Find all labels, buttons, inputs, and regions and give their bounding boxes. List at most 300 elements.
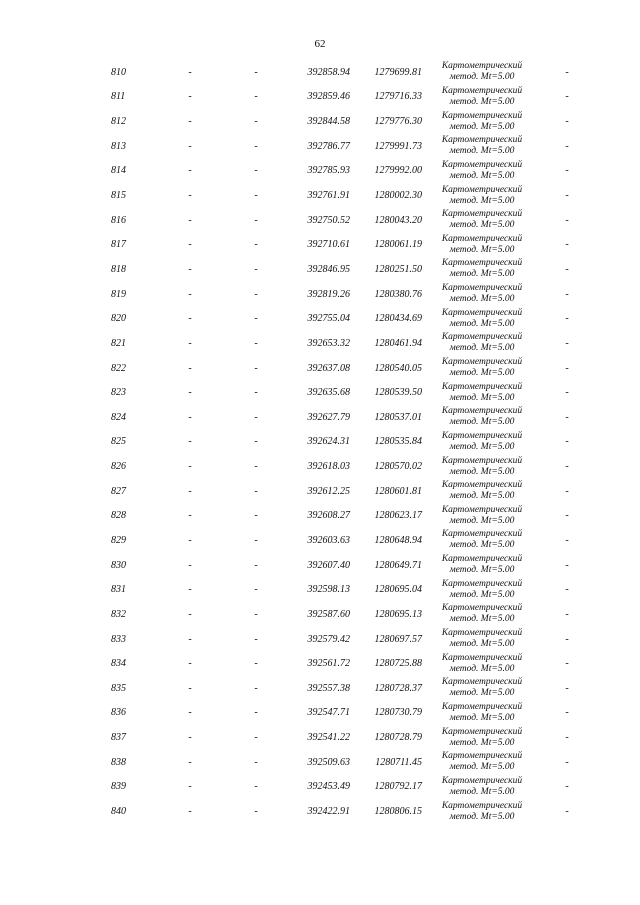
empty-value-dash: - [254, 116, 258, 128]
empty-value-dash: - [254, 362, 258, 374]
method-name: Картометрический [441, 258, 523, 269]
empty-value-dash: - [254, 66, 258, 78]
table-row [0, 602, 640, 627]
empty-value-dash: - [565, 239, 569, 251]
method-accuracy: метод. Mt=5.00 [449, 220, 515, 231]
point-number: 834 [111, 658, 126, 670]
method-accuracy: метод. Mt=5.00 [449, 269, 515, 280]
method-accuracy: метод. Mt=5.00 [449, 786, 515, 797]
empty-value-dash: - [188, 165, 192, 177]
method-name: Картометрический [441, 135, 523, 146]
coordinate-x: 392858.94 [307, 66, 350, 78]
table-row [0, 331, 640, 356]
point-number: 838 [111, 756, 126, 768]
empty-value-dash: - [254, 214, 258, 226]
table-row [0, 775, 640, 800]
empty-value-dash: - [565, 608, 569, 620]
table-row [0, 676, 640, 701]
empty-value-dash: - [188, 559, 192, 571]
empty-value-dash: - [565, 214, 569, 226]
point-number: 820 [111, 313, 126, 325]
empty-value-dash: - [254, 337, 258, 349]
empty-value-dash: - [188, 436, 192, 448]
empty-value-dash: - [188, 732, 192, 744]
coordinate-x: 392541.22 [307, 732, 350, 744]
point-number: 828 [111, 510, 126, 522]
empty-value-dash: - [188, 387, 192, 399]
empty-value-dash: - [188, 190, 192, 202]
method-accuracy: метод. Mt=5.00 [449, 466, 515, 477]
table-row [0, 282, 640, 307]
method-accuracy: метод. Mt=5.00 [449, 170, 515, 181]
coordinate-y: 1280695.04 [374, 584, 422, 596]
method-accuracy: метод. Mt=5.00 [449, 737, 515, 748]
empty-value-dash: - [254, 510, 258, 522]
empty-value-dash: - [254, 584, 258, 596]
empty-value-dash: - [565, 732, 569, 744]
method-cell [428, 405, 536, 430]
point-number: 818 [111, 263, 126, 275]
method-name: Картометрический [441, 430, 523, 441]
coordinate-x: 392785.93 [307, 165, 350, 177]
empty-value-dash: - [188, 806, 192, 818]
method-accuracy: метод. Mt=5.00 [449, 343, 515, 354]
coordinate-y: 1280539.50 [374, 387, 422, 399]
coordinate-y: 1280728.37 [374, 682, 422, 694]
coordinate-y: 1280623.17 [374, 510, 422, 522]
point-number: 839 [111, 781, 126, 793]
method-cell [428, 183, 536, 208]
empty-value-dash: - [254, 534, 258, 546]
empty-value-dash: - [565, 682, 569, 694]
method-name: Картометрический [441, 603, 523, 614]
empty-value-dash: - [254, 140, 258, 152]
empty-value-dash: - [565, 756, 569, 768]
method-name: Картометрический [441, 726, 523, 737]
empty-value-dash: - [565, 461, 569, 473]
method-cell [428, 725, 536, 750]
coordinate-y: 1280251.50 [374, 263, 422, 275]
empty-value-dash: - [188, 461, 192, 473]
empty-value-dash: - [565, 165, 569, 177]
coordinate-x: 392761.91 [307, 190, 350, 202]
empty-value-dash: - [188, 66, 192, 78]
coordinate-y: 1280061.19 [374, 239, 422, 251]
coordinate-y: 1279776.30 [374, 116, 422, 128]
method-cell [428, 331, 536, 356]
coordinate-y: 1280535.84 [374, 436, 422, 448]
method-accuracy: метод. Mt=5.00 [449, 392, 515, 403]
empty-value-dash: - [254, 608, 258, 620]
empty-value-dash: - [254, 559, 258, 571]
method-name: Картометрический [441, 406, 523, 417]
point-number: 815 [111, 190, 126, 202]
method-name: Картометрический [441, 455, 523, 466]
method-cell [428, 799, 536, 824]
coordinate-x: 392653.32 [307, 337, 350, 349]
empty-value-dash: - [188, 534, 192, 546]
method-accuracy: метод. Mt=5.00 [449, 417, 515, 428]
empty-value-dash: - [188, 608, 192, 620]
empty-value-dash: - [188, 362, 192, 374]
method-name: Картометрический [441, 800, 523, 811]
table-row [0, 701, 640, 726]
method-cell [428, 306, 536, 331]
method-cell [428, 134, 536, 159]
method-cell [428, 553, 536, 578]
coordinate-y: 1280537.01 [374, 411, 422, 423]
empty-value-dash: - [254, 91, 258, 103]
method-cell [428, 701, 536, 726]
empty-value-dash: - [188, 658, 192, 670]
method-cell [428, 282, 536, 307]
empty-value-dash: - [188, 707, 192, 719]
method-accuracy: метод. Mt=5.00 [449, 762, 515, 773]
method-accuracy: метод. Mt=5.00 [449, 318, 515, 329]
method-accuracy: метод. Mt=5.00 [449, 121, 515, 132]
method-name: Картометрический [441, 233, 523, 244]
point-number: 810 [111, 66, 126, 78]
method-accuracy: метод. Mt=5.00 [449, 688, 515, 699]
method-cell [428, 232, 536, 257]
empty-value-dash: - [565, 559, 569, 571]
method-cell [428, 430, 536, 455]
empty-value-dash: - [254, 288, 258, 300]
method-accuracy: метод. Mt=5.00 [449, 540, 515, 551]
table-row [0, 232, 640, 257]
table-row [0, 306, 640, 331]
coordinate-y: 1280540.05 [374, 362, 422, 374]
table-row [0, 651, 640, 676]
empty-value-dash: - [188, 584, 192, 596]
empty-value-dash: - [565, 510, 569, 522]
empty-value-dash: - [565, 66, 569, 78]
coordinate-y: 1280570.02 [374, 461, 422, 473]
coordinate-x: 392557.38 [307, 682, 350, 694]
empty-value-dash: - [565, 806, 569, 818]
point-number: 816 [111, 214, 126, 226]
table-row [0, 750, 640, 775]
table-row [0, 208, 640, 233]
point-number: 824 [111, 411, 126, 423]
method-name: Картометрический [441, 184, 523, 195]
table-row [0, 183, 640, 208]
empty-value-dash: - [188, 91, 192, 103]
point-number: 829 [111, 534, 126, 546]
coordinate-y: 1280711.45 [375, 756, 422, 768]
coordinate-x: 392607.40 [307, 559, 350, 571]
empty-value-dash: - [188, 239, 192, 251]
table-row [0, 405, 640, 430]
coordinate-x: 392509.63 [307, 756, 350, 768]
coordinate-x: 392750.52 [307, 214, 350, 226]
method-name: Картометрический [441, 159, 523, 170]
empty-value-dash: - [565, 140, 569, 152]
coordinate-x: 392422.91 [307, 806, 350, 818]
table-row [0, 356, 640, 381]
method-accuracy: метод. Mt=5.00 [449, 195, 515, 206]
empty-value-dash: - [254, 682, 258, 694]
coordinate-x: 392561.72 [307, 658, 350, 670]
coordinate-x: 392859.46 [307, 91, 350, 103]
empty-value-dash: - [565, 485, 569, 497]
method-name: Картометрический [441, 652, 523, 663]
method-cell [428, 380, 536, 405]
coordinate-y: 1279991.73 [374, 140, 422, 152]
coordinate-x: 392786.77 [307, 140, 350, 152]
empty-value-dash: - [254, 411, 258, 423]
method-name: Картометрический [441, 61, 523, 72]
method-cell [428, 651, 536, 676]
coordinate-x: 392608.27 [307, 510, 350, 522]
method-name: Картометрический [441, 480, 523, 491]
empty-value-dash: - [565, 658, 569, 670]
empty-value-dash: - [188, 411, 192, 423]
table-row [0, 134, 640, 159]
method-cell [428, 775, 536, 800]
method-cell [428, 750, 536, 775]
method-cell [428, 85, 536, 110]
method-cell [428, 676, 536, 701]
empty-value-dash: - [565, 633, 569, 645]
point-number: 812 [111, 116, 126, 128]
coordinate-x: 392579.42 [307, 633, 350, 645]
coordinate-y: 1280730.79 [374, 707, 422, 719]
coordinate-x: 392637.08 [307, 362, 350, 374]
point-number: 823 [111, 387, 126, 399]
method-cell [428, 479, 536, 504]
coordinate-x: 392453.49 [307, 781, 350, 793]
coordinate-y: 1280697.57 [374, 633, 422, 645]
method-cell [428, 257, 536, 282]
empty-value-dash: - [254, 165, 258, 177]
empty-value-dash: - [565, 362, 569, 374]
method-name: Картометрический [441, 504, 523, 515]
point-number: 837 [111, 732, 126, 744]
table-row [0, 454, 640, 479]
table-row [0, 109, 640, 134]
coordinate-x: 392603.63 [307, 534, 350, 546]
method-name: Картометрический [441, 110, 523, 121]
point-number: 821 [111, 337, 126, 349]
method-name: Картометрический [441, 701, 523, 712]
coordinate-y: 1280725.88 [374, 658, 422, 670]
empty-value-dash: - [565, 584, 569, 596]
coordinate-x: 392587.60 [307, 608, 350, 620]
empty-value-dash: - [254, 313, 258, 325]
coordinate-y: 1280728.79 [374, 732, 422, 744]
method-name: Картометрический [441, 529, 523, 540]
empty-value-dash: - [565, 337, 569, 349]
point-number: 831 [111, 584, 126, 596]
coordinate-y: 1280380.76 [374, 288, 422, 300]
coordinate-x: 392844.58 [307, 116, 350, 128]
empty-value-dash: - [188, 263, 192, 275]
method-accuracy: метод. Mt=5.00 [449, 146, 515, 157]
empty-value-dash: - [254, 756, 258, 768]
point-number: 814 [111, 165, 126, 177]
method-accuracy: метод. Mt=5.00 [449, 294, 515, 305]
empty-value-dash: - [188, 781, 192, 793]
empty-value-dash: - [188, 633, 192, 645]
coordinate-x: 392755.04 [307, 313, 350, 325]
method-name: Картометрический [441, 307, 523, 318]
method-cell [428, 528, 536, 553]
coordinate-y: 1280002.30 [374, 190, 422, 202]
coordinate-x: 392710.61 [307, 239, 350, 251]
empty-value-dash: - [188, 313, 192, 325]
point-number: 811 [111, 91, 126, 103]
table-row [0, 380, 640, 405]
empty-value-dash: - [565, 411, 569, 423]
empty-value-dash: - [188, 337, 192, 349]
point-number: 827 [111, 485, 126, 497]
point-number: 836 [111, 707, 126, 719]
empty-value-dash: - [565, 313, 569, 325]
table-row [0, 257, 640, 282]
method-accuracy: метод. Mt=5.00 [449, 663, 515, 674]
empty-value-dash: - [188, 510, 192, 522]
empty-value-dash: - [254, 485, 258, 497]
coordinate-y: 1280461.94 [374, 337, 422, 349]
method-name: Картометрический [441, 751, 523, 762]
method-name: Картометрический [441, 85, 523, 96]
empty-value-dash: - [565, 91, 569, 103]
table-row [0, 159, 640, 184]
empty-value-dash: - [565, 288, 569, 300]
method-cell [428, 60, 536, 85]
empty-value-dash: - [188, 116, 192, 128]
coordinate-y: 1279992.00 [374, 165, 422, 177]
coordinate-x: 392635.68 [307, 387, 350, 399]
method-accuracy: метод. Mt=5.00 [449, 811, 515, 822]
table-row [0, 85, 640, 110]
empty-value-dash: - [565, 116, 569, 128]
coordinate-y: 1279716.33 [374, 91, 422, 103]
empty-value-dash: - [565, 781, 569, 793]
coordinate-x: 392819.26 [307, 288, 350, 300]
coordinate-x: 392547.71 [307, 707, 350, 719]
point-number: 822 [111, 362, 126, 374]
point-number: 832 [111, 608, 126, 620]
method-name: Картометрический [441, 209, 523, 220]
method-accuracy: метод. Mt=5.00 [449, 491, 515, 502]
method-accuracy: метод. Mt=5.00 [449, 244, 515, 255]
table-row [0, 725, 640, 750]
method-accuracy: метод. Mt=5.00 [449, 515, 515, 526]
method-cell [428, 504, 536, 529]
empty-value-dash: - [254, 781, 258, 793]
coordinate-y: 1280649.71 [374, 559, 422, 571]
method-cell [428, 454, 536, 479]
method-accuracy: метод. Mt=5.00 [449, 96, 515, 107]
point-number: 826 [111, 461, 126, 473]
method-name: Картометрический [441, 283, 523, 294]
page-number: 62 [314, 38, 326, 50]
method-name: Картометрический [441, 554, 523, 565]
method-name: Картометрический [441, 578, 523, 589]
empty-value-dash: - [565, 436, 569, 448]
method-name: Картометрический [441, 628, 523, 639]
point-number: 817 [111, 239, 126, 251]
empty-value-dash: - [565, 263, 569, 275]
method-name: Картометрический [441, 381, 523, 392]
method-name: Картометрический [441, 357, 523, 367]
empty-value-dash: - [188, 214, 192, 226]
method-cell [428, 577, 536, 602]
empty-value-dash: - [565, 534, 569, 546]
method-cell [428, 208, 536, 233]
coordinate-y: 1280601.81 [374, 485, 422, 497]
table-row [0, 577, 640, 602]
empty-value-dash: - [188, 485, 192, 497]
method-accuracy: метод. Mt=5.00 [449, 72, 515, 83]
coordinate-x: 392618.03 [307, 461, 350, 473]
point-number: 813 [111, 140, 126, 152]
method-name: Картометрический [441, 775, 523, 786]
table-row [0, 627, 640, 652]
point-number: 825 [111, 436, 126, 448]
coordinate-x: 392624.31 [307, 436, 350, 448]
empty-value-dash: - [188, 140, 192, 152]
coordinate-y: 1280648.94 [374, 534, 422, 546]
coordinate-y: 1280792.17 [374, 781, 422, 793]
coordinate-y: 1280434.69 [374, 313, 422, 325]
empty-value-dash: - [254, 436, 258, 448]
coordinate-y: 1280806.15 [374, 806, 422, 818]
point-number: 840 [111, 806, 126, 818]
empty-value-dash: - [254, 633, 258, 645]
method-accuracy: метод. Mt=5.00 [449, 441, 515, 452]
coordinate-x: 392846.95 [307, 263, 350, 275]
empty-value-dash: - [188, 682, 192, 694]
empty-value-dash: - [254, 806, 258, 818]
empty-value-dash: - [565, 707, 569, 719]
coordinates-table [0, 60, 640, 824]
method-accuracy: метод. Mt=5.00 [449, 712, 515, 723]
method-accuracy: метод. Mt=5.00 [449, 589, 515, 600]
coordinate-x: 392612.25 [307, 485, 350, 497]
empty-value-dash: - [254, 387, 258, 399]
table-row [0, 799, 640, 824]
method-cell [428, 627, 536, 652]
point-number: 819 [111, 288, 126, 300]
point-number: 833 [111, 633, 126, 645]
empty-value-dash: - [188, 756, 192, 768]
coordinate-y: 1280695.13 [374, 608, 422, 620]
coordinate-x: 392598.13 [307, 584, 350, 596]
method-cell [428, 602, 536, 627]
empty-value-dash: - [254, 732, 258, 744]
method-cell [428, 159, 536, 184]
table-row [0, 60, 640, 85]
method-accuracy: метод. Mt=5.00 [449, 614, 515, 625]
empty-value-dash: - [254, 239, 258, 251]
method-name: Картометрический [441, 677, 523, 688]
empty-value-dash: - [254, 658, 258, 670]
method-name: Картометрический [441, 332, 523, 343]
coordinate-y: 1279699.81 [374, 66, 422, 78]
empty-value-dash: - [188, 288, 192, 300]
method-accuracy: метод. Mt=5.00 [449, 565, 515, 576]
table-row [0, 553, 640, 578]
method-accuracy: метод. Mt=5.00 [449, 368, 515, 378]
point-number: 835 [111, 682, 126, 694]
method-cell [428, 109, 536, 134]
table-row [0, 528, 640, 553]
empty-value-dash: - [254, 190, 258, 202]
table-row [0, 504, 640, 529]
